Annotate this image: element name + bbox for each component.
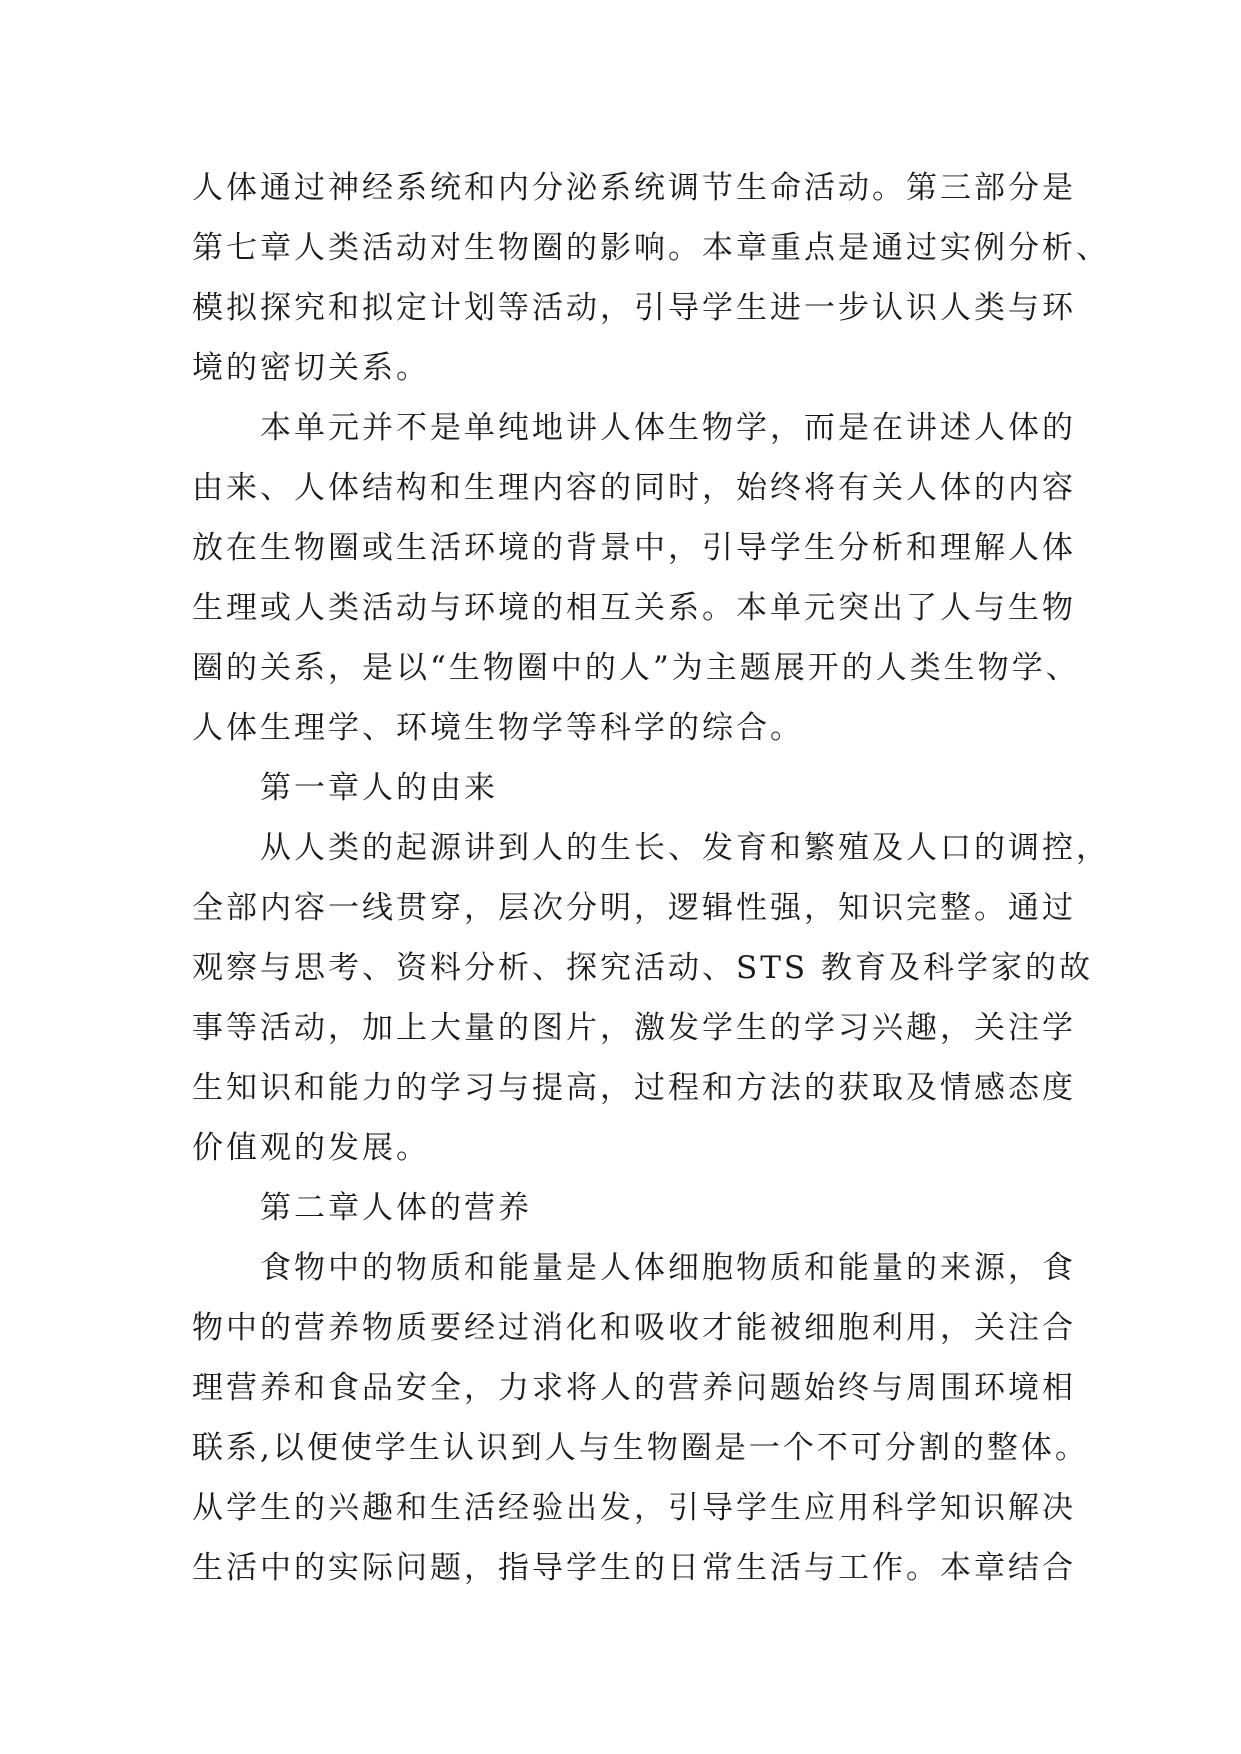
text-line: 全部内容一线贯穿，层次分明，逻辑性强，知识完整。通过 — [192, 890, 1076, 926]
text-line: 事等活动，加上大量的图片，激发学生的学习兴趣，关注学 — [192, 1010, 1076, 1046]
paragraph-start-line: 从人类的起源讲到人的生长、发育和繁殖及人口的调控， — [260, 830, 1110, 866]
text-line: 联系,以便使学生认识到人与生物圈是一个不可分割的整体。 — [192, 1430, 1089, 1466]
text-line: 物中的营养物质要经过消化和吸收才能被细胞利用，关注合 — [192, 1310, 1076, 1346]
text-line: 生活中的实际问题，指导学生的日常生活与工作。本章结合 — [192, 1550, 1076, 1586]
text-line: 从学生的兴趣和生活经验出发，引导学生应用科学知识解决 — [192, 1490, 1076, 1526]
body-text — [192, 158, 1110, 1598]
text-line: 生理或人类活动与环境的相互关系。本单元突出了人与生物 — [192, 590, 1076, 626]
chapter-heading: 第一章人的由来 — [260, 770, 498, 806]
chapter-heading: 第二章人体的营养 — [260, 1190, 532, 1226]
text-line: 由来、人体结构和生理内容的同时，始终将有关人体的内容 — [192, 470, 1076, 506]
text-line: 人体通过神经系统和内分泌系统调节生命活动。第三部分是 — [192, 170, 1076, 206]
text-line: 理营养和食品安全，力求将人的营养问题始终与周围环境相 — [192, 1370, 1076, 1406]
text-line: 生知识和能力的学习与提高，过程和方法的获取及情感态度 — [192, 1070, 1076, 1106]
text-line: 价值观的发展。 — [192, 1130, 430, 1166]
text-line: 放在生物圈或生活环境的背景中，引导学生分析和理解人体 — [192, 530, 1076, 566]
text-line: 模拟探究和拟定计划等活动，引导学生进一步认识人类与环 — [192, 290, 1076, 326]
text-line: 人体生理学、环境生物学等科学的综合。 — [192, 710, 804, 746]
paragraph-start-line: 本单元并不是单纯地讲人体生物学，而是在讲述人体的 — [260, 410, 1076, 446]
text-line: 圈的关系，是以“生物圈中的人”为主题展开的人类生物学、 — [192, 650, 1080, 686]
paragraph-start-line: 食物中的物质和能量是人体细胞物质和能量的来源，食 — [260, 1250, 1076, 1286]
text-line: 第七章人类活动对生物圈的影响。本章重点是通过实例分析、 — [192, 230, 1110, 266]
text-line: 观察与思考、资料分析、探究活动、STS 教育及科学家的故 — [192, 950, 1094, 986]
text-line: 境的密切关系。 — [192, 350, 430, 386]
